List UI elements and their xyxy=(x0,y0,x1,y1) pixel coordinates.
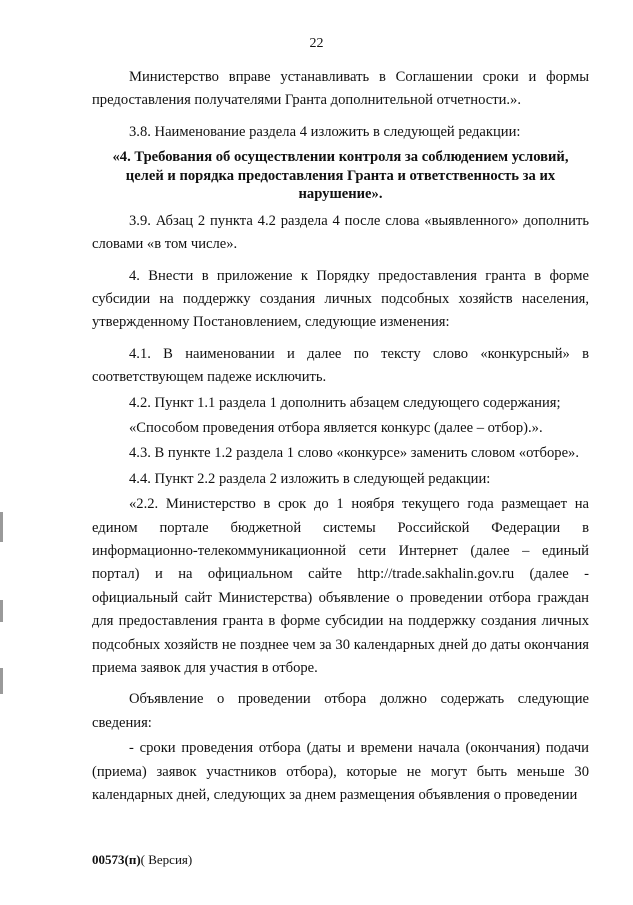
paragraph-4-2-quote: «Способом проведения отбора является конкурс (далее – отбор).». xyxy=(129,419,543,436)
paragraph-3-9: 3.9. Абзац 2 пункта 4.2 раздела 4 после слова «выявленного» дополнить словами «в том числе». xyxy=(92,212,589,253)
scan-edge-mark xyxy=(0,512,3,542)
paragraph-4-4: 4.4. Пункт 2.2 раздела 2 изложить в следующей редакции: xyxy=(129,470,491,487)
paragraph-deadlines: - сроки проведения отбора (даты и времени начала (окончания) подачи (приема) заявок участников отбора), которые не могут быть меньше 30 календарных дней, следующих за днем размещения объявления о проведении xyxy=(92,740,589,804)
paragraph-2-2: «2.2. Министерство в срок до 1 ноября текущего года размещает на едином портале бюджетной системы Российской Федерации в информационно-телекоммуникационной сети Интернет (далее – единый портал) и на официальном сайте http://trade.sakhalin.gov.ru (далее - официальный сайт Министерства) объявление о проведении отбора граждан для предоставления гранта в форме субсидии на поддержку создания личных подсобных хозяйств не позднее чем за 30 календарных дней до даты окончания приема заявок для участия в отборе. xyxy=(92,496,589,677)
paragraph-3-8: 3.8. Наименование раздела 4 изложить в следующей редакции: xyxy=(129,123,521,140)
paragraph-4: 4. Внести в приложение к Порядку предоставления гранта в форме субсидии на поддержку создания личных подсобных хозяйств населения, утвержденному Постановлением, следующие изменения: xyxy=(92,267,589,331)
paragraph-4-3: 4.3. В пункте 1.2 раздела 1 слово «конкурсе» заменить словом «отборе». xyxy=(129,445,579,462)
document-footer xyxy=(92,852,192,868)
paragraph-ministry-reporting: Министерство вправе устанавливать в Соглашении сроки и формы предоставления получателями Гранта дополнительной отчетности.». xyxy=(92,69,589,109)
paragraph-announcement: Объявление о проведении отбора должно содержать следующие сведения: xyxy=(92,691,589,731)
document-body xyxy=(92,66,589,809)
footer-code: 00573(п) xyxy=(92,852,141,867)
page-number: 22 xyxy=(309,36,324,51)
section-4-heading: «4. Требования об осуществлении контроля за соблюдением условий, целей и порядка предоставления Гранта и ответственность за их нарушение». xyxy=(112,149,569,203)
paragraph-4-2: 4.2. Пункт 1.1 раздела 1 дополнить абзацем следующего содержания; xyxy=(129,394,561,411)
paragraph-4-1: 4.1. В наименовании и далее по тексту слово «конкурсный» в соответствующем падеже исключить. xyxy=(92,345,589,386)
scan-edge-mark xyxy=(0,600,3,622)
scan-edge-mark xyxy=(0,668,3,694)
footer-version: ( Версия) xyxy=(140,852,193,867)
